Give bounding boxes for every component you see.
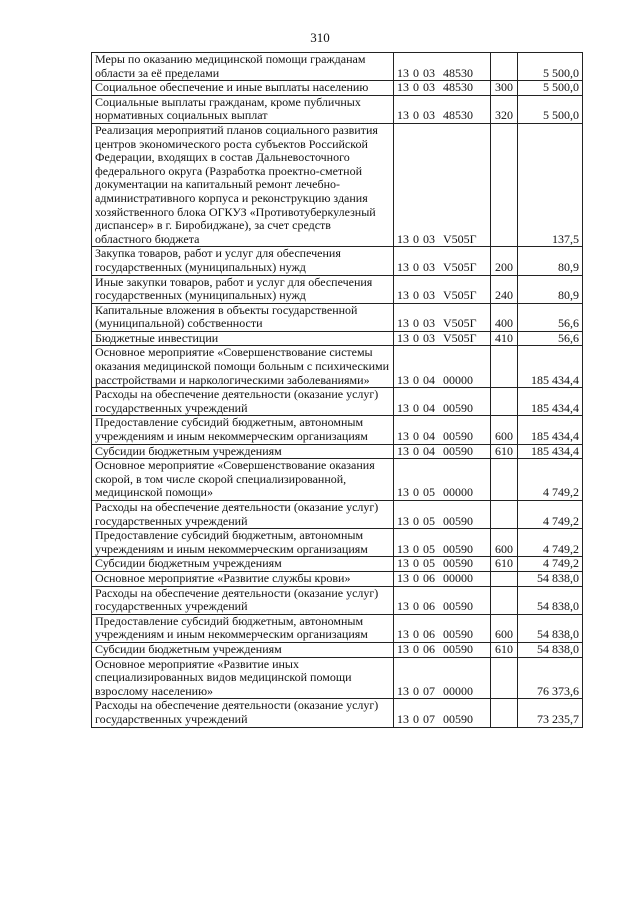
- row-name: Иные закупки товаров, работ и услуг для обеспечения государственных (муниципальных) нужд: [92, 275, 394, 303]
- code-part: 13: [397, 316, 409, 331]
- code-part: 00590: [443, 599, 473, 614]
- code-part: 0: [413, 259, 419, 274]
- row-code: [394, 459, 491, 501]
- code-part: V505Г: [443, 288, 477, 303]
- code-part: 13: [397, 571, 409, 585]
- row-name: Субсидии бюджетным учреждениям: [92, 642, 394, 657]
- table-row: [92, 586, 583, 614]
- row-expense-type: 200: [491, 247, 518, 275]
- row-expense-type: 320: [491, 95, 518, 123]
- row-sum: 5 500,0: [518, 53, 583, 81]
- code-parts: [397, 572, 473, 586]
- code-part: 0: [413, 571, 419, 585]
- code-part: 48530: [443, 80, 473, 95]
- table-row: [92, 247, 583, 275]
- row-code: [394, 586, 491, 614]
- row-expense-type: 410: [491, 331, 518, 346]
- code-parts: [397, 233, 477, 247]
- table-body: [92, 53, 583, 728]
- row-code: [394, 557, 491, 572]
- table-row: [92, 275, 583, 303]
- row-code: [394, 571, 491, 586]
- code-part: 0: [413, 556, 419, 571]
- table-row: [92, 571, 583, 586]
- row-sum: 4 749,2: [518, 501, 583, 529]
- row-name: Предоставление субсидий бюджетным, автономным учреждениям и иным некоммерческим организациям: [92, 416, 394, 444]
- row-sum: 54 838,0: [518, 571, 583, 586]
- code-part: 0: [413, 444, 419, 458]
- code-part: 05: [423, 485, 435, 500]
- table-row: [92, 331, 583, 346]
- row-sum: 4 749,2: [518, 529, 583, 557]
- row-name: Субсидии бюджетным учреждениям: [92, 557, 394, 572]
- code-part: 13: [397, 372, 409, 387]
- row-code: [394, 346, 491, 388]
- table-row: [92, 657, 583, 699]
- row-name: Расходы на обеспечение деятельности (оказание услуг) государственных учреждений: [92, 388, 394, 416]
- code-part: 00000: [443, 485, 473, 500]
- row-name: Основное мероприятие «Развитие иных специализированных видов медицинской помощи взрослому населению»: [92, 657, 394, 699]
- code-part: 07: [423, 711, 435, 726]
- code-part: 48530: [443, 108, 473, 123]
- row-sum: 137,5: [518, 123, 583, 246]
- table-row: [92, 529, 583, 557]
- code-part: 0: [413, 485, 419, 500]
- code-part: 0: [413, 400, 419, 415]
- row-sum: 4 749,2: [518, 557, 583, 572]
- code-part: 13: [397, 400, 409, 415]
- code-part: 0: [413, 331, 419, 345]
- code-part: 03: [423, 80, 435, 95]
- row-code: [394, 53, 491, 81]
- code-part: 0: [413, 372, 419, 387]
- row-name: Социальное обеспечение и иные выплаты населению: [92, 81, 394, 96]
- code-part: 0: [413, 316, 419, 331]
- code-part: 00590: [443, 429, 473, 444]
- row-name: Предоставление субсидий бюджетным, автономным учреждениям и иным некоммерческим организациям: [92, 529, 394, 557]
- code-part: 03: [423, 108, 435, 123]
- row-name: Предоставление субсидий бюджетным, автономным учреждениям и иным некоммерческим организациям: [92, 614, 394, 642]
- row-name: Основное мероприятие «Совершенствование оказания скорой, в том числе скорой специализированной, медицинской помощи»: [92, 459, 394, 501]
- code-parts: [397, 515, 473, 529]
- code-part: 00590: [443, 642, 473, 656]
- row-code: [394, 81, 491, 96]
- row-name: Основное мероприятие «Развитие службы крови»: [92, 571, 394, 586]
- row-sum: 56,6: [518, 331, 583, 346]
- code-part: 0: [413, 513, 419, 528]
- row-sum: 56,6: [518, 303, 583, 331]
- row-code: [394, 657, 491, 699]
- code-part: 0: [413, 429, 419, 444]
- row-sum: 5 500,0: [518, 81, 583, 96]
- code-parts: [397, 332, 477, 346]
- code-part: 13: [397, 288, 409, 303]
- code-part: 13: [397, 541, 409, 556]
- code-parts: [397, 445, 473, 459]
- row-name: Реализация мероприятий планов социального развития центров экономического роста субъектов Российской Федерации, входящих в состав Дальневосточного федерального округа (Разработка проектно-сметной документации на капитальный ремонт лечебно-административного корпуса и реконструкцию здания хозяйственного блока ОГКУЗ «Противотуберкулезный диспансер» в г. Биробиджане), за счет средств областного бюджета: [92, 123, 394, 246]
- code-part: 06: [423, 571, 435, 585]
- code-parts: [397, 600, 473, 614]
- table-row: [92, 81, 583, 96]
- table-row: [92, 642, 583, 657]
- code-part: 13: [397, 429, 409, 444]
- row-expense-type: 610: [491, 557, 518, 572]
- table-row: [92, 123, 583, 246]
- code-part: V505Г: [443, 331, 477, 345]
- code-part: 0: [413, 627, 419, 642]
- row-sum: 4 749,2: [518, 459, 583, 501]
- row-expense-type: 610: [491, 642, 518, 657]
- code-part: 0: [413, 108, 419, 123]
- code-part: 13: [397, 627, 409, 642]
- code-part: 00000: [443, 683, 473, 698]
- code-part: 04: [423, 372, 435, 387]
- row-code: [394, 699, 491, 727]
- code-part: 48530: [443, 65, 473, 80]
- code-parts: [397, 374, 473, 388]
- code-part: 04: [423, 444, 435, 458]
- code-part: 04: [423, 400, 435, 415]
- code-part: 13: [397, 513, 409, 528]
- code-part: 0: [413, 65, 419, 80]
- code-part: 13: [397, 259, 409, 274]
- code-part: 07: [423, 683, 435, 698]
- table-row: [92, 53, 583, 81]
- row-sum: 185 434,4: [518, 346, 583, 388]
- row-sum: 185 434,4: [518, 444, 583, 459]
- code-part: 13: [397, 642, 409, 656]
- code-part: 03: [423, 316, 435, 331]
- code-part: 00590: [443, 541, 473, 556]
- row-expense-type: [491, 459, 518, 501]
- code-parts: [397, 557, 473, 571]
- code-parts: [397, 486, 473, 500]
- code-part: 13: [397, 683, 409, 698]
- code-part: 13: [397, 444, 409, 458]
- code-part: 13: [397, 231, 409, 246]
- row-name: Бюджетные инвестиции: [92, 331, 394, 346]
- code-part: 13: [397, 556, 409, 571]
- code-part: 05: [423, 556, 435, 571]
- code-part: 00590: [443, 711, 473, 726]
- row-expense-type: [491, 501, 518, 529]
- code-parts: [397, 81, 473, 95]
- code-part: 13: [397, 711, 409, 726]
- table-row: [92, 699, 583, 727]
- row-expense-type: 400: [491, 303, 518, 331]
- row-code: [394, 95, 491, 123]
- code-part: V505Г: [443, 231, 477, 246]
- row-expense-type: 600: [491, 614, 518, 642]
- row-code: [394, 416, 491, 444]
- code-part: 00590: [443, 444, 473, 458]
- row-name: Расходы на обеспечение деятельности (оказание услуг) государственных учреждений: [92, 699, 394, 727]
- table-row: [92, 303, 583, 331]
- row-expense-type: [491, 53, 518, 81]
- code-part: 04: [423, 429, 435, 444]
- code-parts: [397, 402, 473, 416]
- row-expense-type: 610: [491, 444, 518, 459]
- code-part: 03: [423, 259, 435, 274]
- code-parts: [397, 628, 473, 642]
- row-name: Расходы на обеспечение деятельности (оказание услуг) государственных учреждений: [92, 501, 394, 529]
- code-part: 00590: [443, 627, 473, 642]
- code-part: V505Г: [443, 316, 477, 331]
- table-row: [92, 95, 583, 123]
- table-row: [92, 444, 583, 459]
- row-sum: 54 838,0: [518, 586, 583, 614]
- code-part: 03: [423, 231, 435, 246]
- code-part: 0: [413, 231, 419, 246]
- row-expense-type: [491, 586, 518, 614]
- code-parts: [397, 643, 473, 657]
- code-part: 13: [397, 80, 409, 95]
- code-part: 00590: [443, 400, 473, 415]
- table-row: [92, 416, 583, 444]
- code-part: 00000: [443, 372, 473, 387]
- row-code: [394, 331, 491, 346]
- row-code: [394, 247, 491, 275]
- code-part: 0: [413, 642, 419, 656]
- code-part: V505Г: [443, 259, 477, 274]
- table-row: [92, 614, 583, 642]
- code-part: 03: [423, 65, 435, 80]
- row-code: [394, 444, 491, 459]
- code-part: 06: [423, 627, 435, 642]
- row-expense-type: [491, 657, 518, 699]
- row-expense-type: 600: [491, 416, 518, 444]
- code-parts: [397, 543, 473, 557]
- row-name: Социальные выплаты гражданам, кроме публичных нормативных социальных выплат: [92, 95, 394, 123]
- row-code: [394, 388, 491, 416]
- row-name: Меры по оказанию медицинской помощи гражданам области за её пределами: [92, 53, 394, 81]
- row-sum: 80,9: [518, 275, 583, 303]
- code-part: 06: [423, 642, 435, 656]
- code-part: 0: [413, 599, 419, 614]
- row-expense-type: 600: [491, 529, 518, 557]
- row-sum: 76 373,6: [518, 657, 583, 699]
- row-code: [394, 642, 491, 657]
- row-name: Закупка товаров, работ и услуг для обеспечения государственных (муниципальных) нужд: [92, 247, 394, 275]
- budget-table: [91, 52, 583, 728]
- code-part: 13: [397, 108, 409, 123]
- row-expense-type: 240: [491, 275, 518, 303]
- row-sum: 80,9: [518, 247, 583, 275]
- code-part: 03: [423, 331, 435, 345]
- row-sum: 73 235,7: [518, 699, 583, 727]
- code-part: 0: [413, 711, 419, 726]
- row-expense-type: [491, 388, 518, 416]
- code-parts: [397, 317, 477, 331]
- row-name: Расходы на обеспечение деятельности (оказание услуг) государственных учреждений: [92, 586, 394, 614]
- row-code: [394, 275, 491, 303]
- code-part: 0: [413, 80, 419, 95]
- row-sum: 185 434,4: [518, 388, 583, 416]
- code-part: 13: [397, 599, 409, 614]
- row-name: Капитальные вложения в объекты государственной (муниципальной) собственности: [92, 303, 394, 331]
- row-sum: 185 434,4: [518, 416, 583, 444]
- table-row: [92, 388, 583, 416]
- code-part: 00590: [443, 513, 473, 528]
- code-part: 00000: [443, 571, 473, 585]
- code-part: 03: [423, 288, 435, 303]
- code-part: 13: [397, 65, 409, 80]
- page-number: 310: [310, 30, 330, 45]
- code-parts: [397, 109, 473, 123]
- code-parts: [397, 261, 477, 275]
- row-expense-type: [491, 571, 518, 586]
- row-expense-type: [491, 699, 518, 727]
- row-expense-type: 300: [491, 81, 518, 96]
- code-part: 0: [413, 541, 419, 556]
- table-row: [92, 501, 583, 529]
- table-row: [92, 557, 583, 572]
- row-name: Основное мероприятие «Совершенствование системы оказания медицинской помощи больным с психическими расстройствами и наркологическими заболеваниями»: [92, 346, 394, 388]
- code-parts: [397, 430, 473, 444]
- row-code: [394, 123, 491, 246]
- code-parts: [397, 713, 473, 727]
- row-code: [394, 529, 491, 557]
- table-row: [92, 459, 583, 501]
- code-part: 13: [397, 331, 409, 345]
- row-sum: 54 838,0: [518, 642, 583, 657]
- row-code: [394, 501, 491, 529]
- code-parts: [397, 67, 473, 81]
- row-name: Субсидии бюджетным учреждениям: [92, 444, 394, 459]
- table-row: [92, 346, 583, 388]
- row-code: [394, 614, 491, 642]
- row-sum: 5 500,0: [518, 95, 583, 123]
- code-part: 05: [423, 541, 435, 556]
- row-code: [394, 303, 491, 331]
- code-parts: [397, 685, 473, 699]
- code-part: 13: [397, 485, 409, 500]
- code-part: 0: [413, 288, 419, 303]
- code-parts: [397, 289, 477, 303]
- code-part: 0: [413, 683, 419, 698]
- row-expense-type: [491, 123, 518, 246]
- code-part: 00590: [443, 556, 473, 571]
- row-expense-type: [491, 346, 518, 388]
- code-part: 06: [423, 599, 435, 614]
- code-part: 05: [423, 513, 435, 528]
- row-sum: 54 838,0: [518, 614, 583, 642]
